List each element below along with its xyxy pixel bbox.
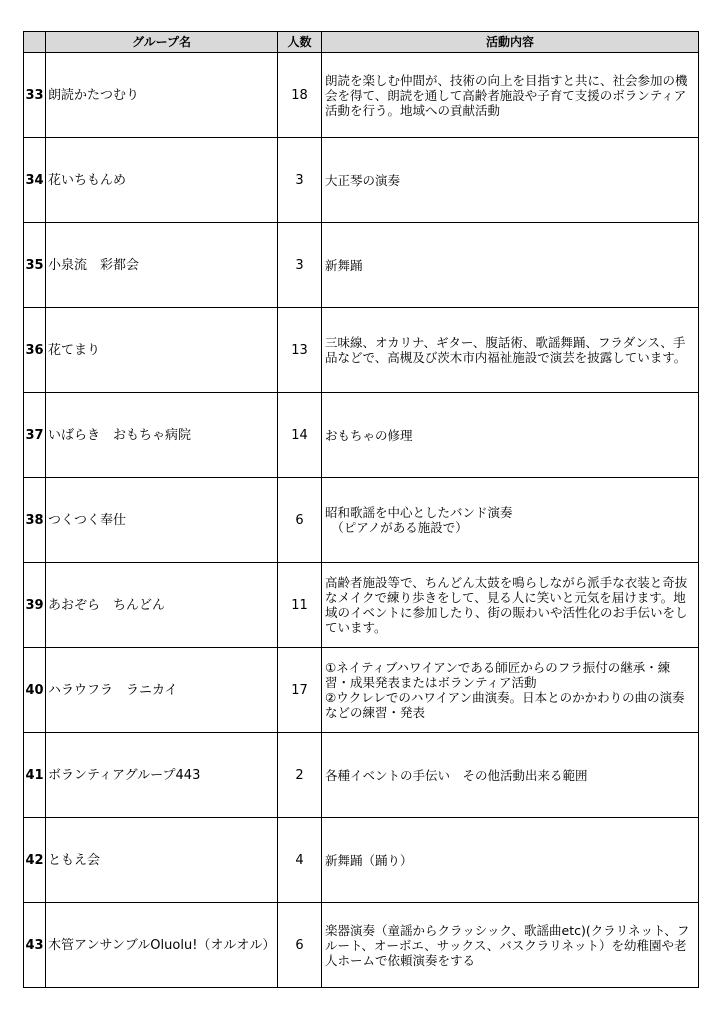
group-name: つくつく奉仕 bbox=[46, 478, 278, 563]
member-count: 3 bbox=[278, 138, 322, 223]
member-count: 18 bbox=[278, 53, 322, 138]
group-name: 木管アンサンブルOluolu!（オルオル） bbox=[46, 903, 278, 988]
table-row bbox=[24, 648, 699, 733]
group-name: 花てまり bbox=[46, 308, 278, 393]
row-number: 42 bbox=[24, 818, 46, 903]
header-number bbox=[24, 32, 46, 53]
volunteer-group-table bbox=[23, 31, 699, 988]
member-count: 14 bbox=[278, 393, 322, 478]
activity-description: ①ネイティブハワイアンである師匠からのフラ振付の継承・練習・成果発表またはボランティア活動 ②ウクレレでのハワイアン曲演奏。日本とのかかわりの曲の演奏などの練習・発表 bbox=[322, 648, 699, 733]
table-row bbox=[24, 53, 699, 138]
activity-description: 三味線、オカリナ、ギター、腹話術、歌謡舞踊、フラダンス、手品などで、高槻及び茨木市内福祉施設で演芸を披露しています。 bbox=[322, 308, 699, 393]
activity-description: 高齢者施設等で、ちんどん太鼓を鳴らしながら派手な衣装と奇抜なメイクで練り歩きをして、見る人に笑いと元気を届けます。地域のイベントに参加したり、街の賑わいや活性化のお手伝いをしています。 bbox=[322, 563, 699, 648]
activity-description: 昭和歌謡を中心としたバンド演奏 （ピアノがある施設で） bbox=[322, 478, 699, 563]
group-name: あおぞら ちんどん bbox=[46, 563, 278, 648]
table-row bbox=[24, 733, 699, 818]
header-activity: 活動内容 bbox=[322, 32, 699, 53]
activity-description: 新舞踊（踊り） bbox=[322, 818, 699, 903]
member-count: 3 bbox=[278, 223, 322, 308]
activity-description: 楽器演奏（童謡からクラッシック、歌謡曲etc)(クラリネット、フルート、オーボエ、サックス、バスクラリネット）を幼稚園や老人ホームで依頼演奏をする bbox=[322, 903, 699, 988]
row-number: 35 bbox=[24, 223, 46, 308]
member-count: 13 bbox=[278, 308, 322, 393]
activity-description: おもちゃの修理 bbox=[322, 393, 699, 478]
activity-description: 新舞踊 bbox=[322, 223, 699, 308]
row-number: 43 bbox=[24, 903, 46, 988]
member-count: 2 bbox=[278, 733, 322, 818]
row-number: 37 bbox=[24, 393, 46, 478]
group-name: 花いちもんめ bbox=[46, 138, 278, 223]
table-row bbox=[24, 818, 699, 903]
activity-description: 大正琴の演奏 bbox=[322, 138, 699, 223]
table-row bbox=[24, 478, 699, 563]
member-count: 4 bbox=[278, 818, 322, 903]
member-count: 17 bbox=[278, 648, 322, 733]
row-number: 36 bbox=[24, 308, 46, 393]
group-name: いばらき おもちゃ病院 bbox=[46, 393, 278, 478]
row-number: 38 bbox=[24, 478, 46, 563]
table-row bbox=[24, 308, 699, 393]
table-row bbox=[24, 223, 699, 308]
row-number: 33 bbox=[24, 53, 46, 138]
member-count: 6 bbox=[278, 903, 322, 988]
member-count: 6 bbox=[278, 478, 322, 563]
row-number: 34 bbox=[24, 138, 46, 223]
activity-description: 各種イベントの手伝い その他活動出来る範囲 bbox=[322, 733, 699, 818]
group-name: 朗読かたつむり bbox=[46, 53, 278, 138]
group-name: ハラウフラ ラニカイ bbox=[46, 648, 278, 733]
header-group-name: グループ名 bbox=[46, 32, 278, 53]
group-name: ボランティアグループ443 bbox=[46, 733, 278, 818]
table-row bbox=[24, 903, 699, 988]
row-number: 39 bbox=[24, 563, 46, 648]
member-count: 11 bbox=[278, 563, 322, 648]
row-number: 40 bbox=[24, 648, 46, 733]
table-row bbox=[24, 138, 699, 223]
header-members: 人数 bbox=[278, 32, 322, 53]
table-header-row bbox=[24, 32, 699, 53]
activity-description: 朗読を楽しむ仲間が、技術の向上を目指すと共に、社会参加の機会を得て、朗読を通して高齢者施設や子育て支援のボランティア活動を行う。地域への貢献活動 bbox=[322, 53, 699, 138]
group-name: 小泉流 彩都会 bbox=[46, 223, 278, 308]
row-number: 41 bbox=[24, 733, 46, 818]
table-row bbox=[24, 563, 699, 648]
group-name: ともえ会 bbox=[46, 818, 278, 903]
table-row bbox=[24, 393, 699, 478]
